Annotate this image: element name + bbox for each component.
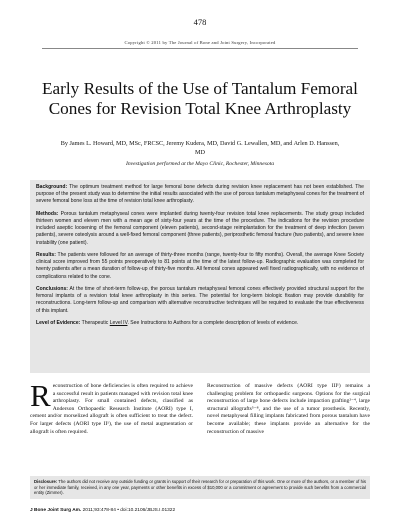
disclosure-box [30,476,370,499]
body-left-text: econstruction of bone deficiencies is often required to achieve a successful result in patients managed with revision total knee arthroplasty. For small contained defects, classified as Anderson Orthopaedic Research Institute (AORI) type I, cement and/or morselized allograft is often sufficient to treat the defect. For larger defects (AORI type II¹), the use of metal augmentation or allograft is often required. [30,383,193,435]
abstract-methods [36,211,364,247]
abstract-results [36,252,364,281]
institution-note: Investigation performed at the Mayo Clinic, Rochester, Minnesota [125,161,275,167]
abstract-box [30,180,370,373]
body-column-right [207,383,370,436]
conclusions-label: Conclusions: [36,286,68,292]
background-text: The optimum treatment method for large femoral bone defects during revision knee replacement has not been established. The purpose of the present study was to determine the initial results associated with the use of porous tantalum metaphyseal cones for the treatment of severe femoral bone loss at the time of revision total knee arthroplasty. [36,184,364,205]
author-list: By James L. Howard, MD, MSc, FRCSC, Jeremy Kudera, MD, David G. Lewallen, MD, and Arlen D. Hanssen, MD [60,140,340,156]
article-title: Early Results of the Use of Tantalum Femoral Cones for Revision Total Knee Arthroplasty [42,79,358,118]
abstract-conclusions [36,286,364,315]
disclosure-label: Disclosure: [34,479,58,484]
citation-footer [30,508,175,513]
results-label: Results: [36,252,56,258]
page-number: 478 [193,17,207,27]
body-right-text: Reconstruction of massive defects (AORI type III¹) remains a challenging problem for orthopaedic surgeons. Options for the surgical reconstruction of large bone defects include impaction grafting²⁻⁴, large structural allografts⁵⁻⁸, and the use of a tumor prosthesis. Recently, novel metaphyseal filling implants fabricated from porous tantalum have become available; these implants provide an alternative for the reconstruction of massive [207,383,370,435]
background-label: Background: [36,184,68,190]
methods-label: Methods: [36,210,59,217]
abstract-background [36,184,364,206]
abstract-level-of-evidence [36,320,364,327]
copyright-line: Copyright © 2011 by The Journal of Bone and Joint Surgery, Incorporated [124,40,276,45]
loe-label: Level of Evidence: [36,320,81,326]
body-column-left [30,378,193,436]
disclosure-text: The authors did not receive any outside funding or grants in support of their research for or preparation of this work. One or more of the authors, or a member of his or her immediate family, received, in any one year, payments or other benefits in excess of $10,000 or a commitment or agreement to provide such benefits from a commercial entity (Zimmer). [34,479,366,496]
results-text: The patients were followed for an average of thirty-three months (range, twenty-four to fifty months). Overall, the average Knee Society clinical score improved from 55 points preoperatively to 81 points at the time of the latest follow-up. Radiographic evaluation was completed for twenty patients after a mean duration of follow-up of thirty-five months. All femoral cones appeared well fixed radiographically, with no evidence of complications related to the cone. [36,252,365,280]
header-rule [42,48,358,49]
journal-abbrev: J Bone Joint Surg Am. [30,508,82,513]
loe-post-text: . See Instructions to Authors for a complete description of levels of evidence. [127,320,299,326]
level-of-evidence-link[interactable]: Level IV [109,320,128,326]
drop-cap: R [30,378,51,413]
article-body [30,378,370,475]
citation-text: 2011;93:478-84 • doi:10.2106/JBJS.I.01322 [82,508,176,513]
methods-text: Porous tantalum metaphyseal cones were implanted during twenty-four revision total knee replacements. The study group included thirteen women and eleven men with a mean age of sixty-four years at the time of the procedure. The indications for the revision procedure included aseptic loosening of the femoral component (eleven patients), second-stage reimplantation for the treatment of deep infection (seven patients), severe osteolysis around a well-fixed femoral component (three patients), periprosthetic femoral fracture (two patients), and severe knee instability (one patient). [36,210,364,246]
loe-pre-text: Therapeutic [81,320,109,326]
conclusions-text: At the time of short-term follow-up, the porous tantalum metaphyseal femoral cones effectively provided structural support for the femoral implants of a revision total knee arthroplasty in this series. The potential for long-term biologic fixation may provide durability for reconstructions. Long-term follow-up and comparison with alternative reconstructive techniques will be required to evaluate the true effectiveness of this implant. [36,286,364,314]
